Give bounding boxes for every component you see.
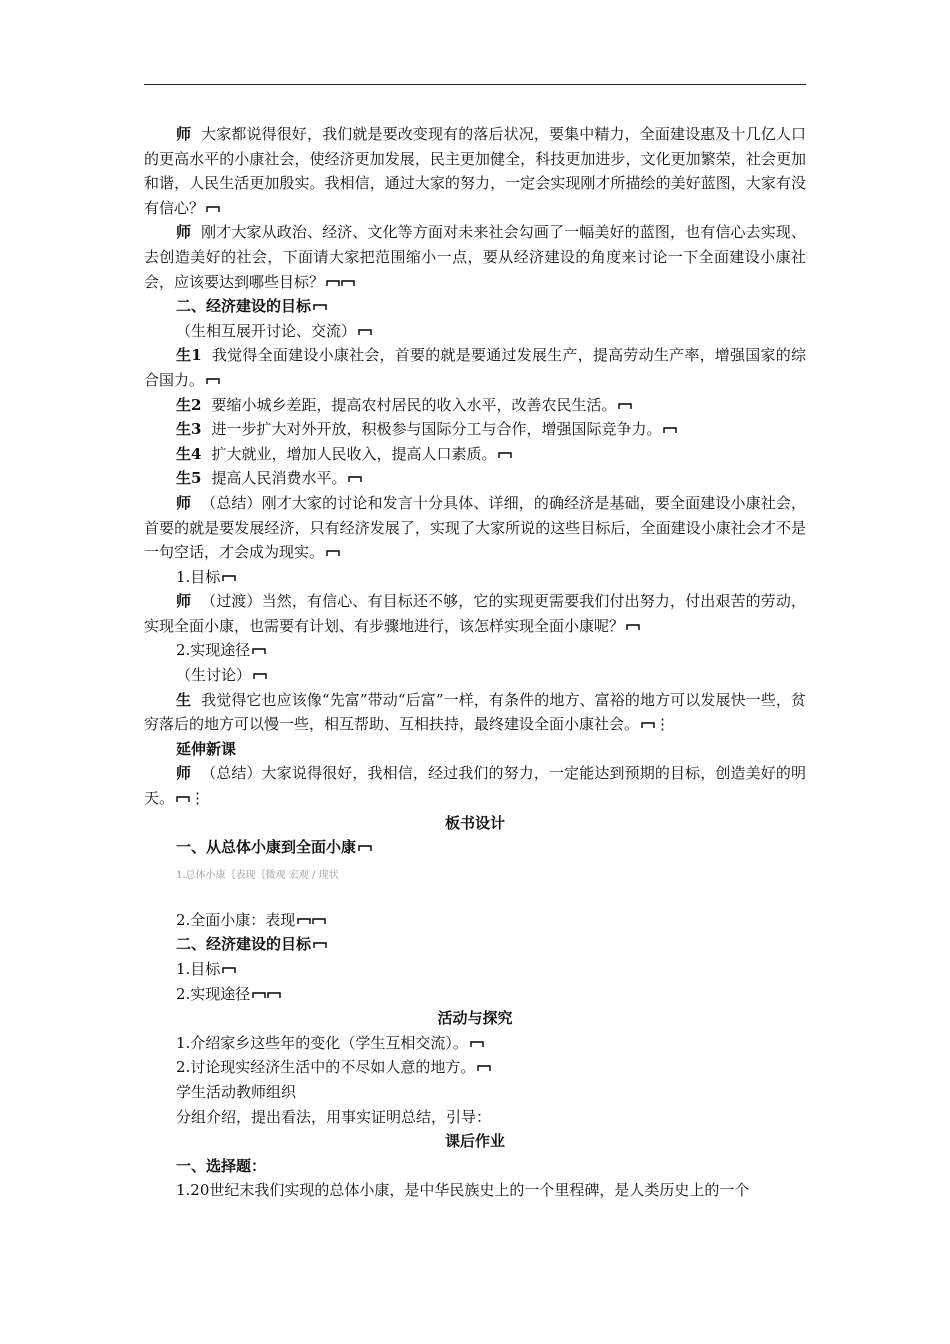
homework-title: 课后作业	[444, 1132, 505, 1151]
section-heading: 延伸新课	[176, 739, 237, 758]
paragraph: 师 （过渡）当然，有信心、有目标还不够，它的实现更需要我们付出努力，付出艰苦的劳动，实现全面小康，也需要有计划、有步骤地进行，该怎样实现全面小康呢？	[144, 592, 806, 635]
paragraph: 生4 扩大就业，增加人民收入，提高人口素质。	[144, 442, 806, 467]
paragraph: 生 我觉得它也应该像“先富”带动“后富”一样，有条件的地方、富裕的地方可以发展快一些，贫穷落后的地方可以慢一些，相互帮助、互相扶持，最终建设全面小康社会。 ⋮	[144, 690, 806, 734]
paragraph-mark-icon	[206, 376, 220, 385]
paragraph-mark-icon	[252, 990, 282, 999]
ellipsis-mark: ⋮	[190, 789, 206, 808]
board-diagram	[144, 860, 806, 908]
homework-question: 1.20世纪末我们实现的总体小康，是中华民族史上的一个里程碑，是人类历史上的一个	[176, 1181, 750, 1200]
paragraph-mark-icon	[252, 646, 266, 655]
activity-line: 2.讨论现实经济生活中的不尽如人意的地方。	[144, 1055, 806, 1080]
homework-heading: 一、选择题：	[176, 1156, 267, 1175]
note-line: 1.目标	[144, 565, 806, 590]
paragraph: 师 （总结）刚才大家的讨论和发言十分具体、详细，的确经济是基础，要全面建设小康社会，首要的就是要发展经济，只有经济发展了，实现了大家所说的这些目标后，全面建设小康社会才不是一句空话，才会成为现实。	[144, 493, 806, 562]
ellipsis-mark: ⋮	[655, 715, 671, 734]
paragraph-mark-icon	[470, 1039, 484, 1048]
paragraph-mark-icon	[358, 843, 372, 852]
paragraph-mark-icon	[297, 916, 327, 925]
paragraph: 生3 进一步扩大对外开放，积极参与国际分工与合作，增强国际竞争力。	[144, 417, 806, 442]
paragraph-mark-icon	[326, 548, 340, 557]
note-line: （生讨论）	[144, 663, 806, 688]
board-line: 2.全面小康：表现	[144, 908, 806, 933]
board-heading: 一、从总体小康到全面小康	[144, 835, 806, 860]
paragraph-mark-icon	[253, 671, 267, 680]
paragraph-mark-icon	[663, 425, 677, 434]
paragraph: 师 大家都说得很好，我们就是要改变现有的落后状况，要集中精力，全面建设惠及十几亿人口的更高水平的小康社会，使经济更加发展，民主更加健全，科技更加进步，文化更加繁荣，社会更加和谐，人民生活更加殷实。我相信，通过大家的努力，一定会实现刚才所描绘的美好蓝图，大家有没有信心？	[144, 125, 806, 217]
paragraph-mark-icon	[358, 327, 372, 336]
board-design-title: 板书设计	[444, 813, 505, 832]
board-line: 2.实现途径	[144, 982, 806, 1007]
paragraph-mark-icon	[313, 940, 327, 949]
section-heading: 二、经济建设的目标	[144, 294, 806, 319]
paragraph: 生5 提高人民消费水平。	[144, 466, 806, 491]
note-line: （生相互展开讨论、交流）	[144, 319, 806, 344]
activity-title: 活动与探究	[437, 1009, 513, 1028]
paragraph-mark-icon	[206, 204, 220, 213]
note-line: 2.实现途径	[144, 638, 806, 663]
paragraph-mark-icon	[313, 302, 327, 311]
activity-line: 学生活动教师组织	[176, 1082, 297, 1101]
paragraph-mark-icon	[176, 794, 190, 803]
paragraph-mark-icon	[498, 450, 512, 459]
activity-line: 1.介绍家乡这些年的变化（学生互相交流）。	[144, 1031, 806, 1056]
paragraph-mark-icon	[641, 720, 655, 729]
document-body	[144, 122, 806, 1203]
paragraph-mark-icon	[348, 474, 362, 483]
paragraph: 生1 我觉得全面建设小康社会，首要的就是要通过发展生产，提高劳动生产率，增强国家的综合国力。	[144, 346, 806, 389]
board-line: 1.目标	[144, 957, 806, 982]
board-diagram-text: 1.总体小康｛表现｛微观 宏观 / 现状	[176, 869, 339, 881]
paragraph-mark-icon	[626, 622, 640, 631]
paragraph-mark-icon	[326, 278, 356, 287]
paragraph: 生2 要缩小城乡差距，提高农村居民的收入水平，改善农民生活。	[144, 393, 806, 418]
paragraph: 师 （总结）大家说得很好，我相信，经过我们的努力，一定能达到预期的目标，创造美好的明天。 ⋮	[144, 764, 806, 808]
paragraph-mark-icon	[222, 573, 236, 582]
activity-line: 分组介绍，提出看法，用事实证明总结，引导：	[176, 1107, 492, 1126]
paragraph-mark-icon	[477, 1063, 491, 1072]
paragraph-mark-icon	[618, 401, 632, 410]
board-heading: 二、经济建设的目标	[144, 932, 806, 957]
paragraph: 师 刚才大家从政治、经济、文化等方面对未来社会勾画了一幅美好的蓝图，也有信心去实现、去创造美好的社会，下面请大家把范围缩小一点，要从经济建设的角度来讨论一下全面建设小康社会，应该要达到哪些目标？	[144, 223, 806, 291]
header-rule	[144, 84, 806, 85]
paragraph-mark-icon	[222, 965, 236, 974]
